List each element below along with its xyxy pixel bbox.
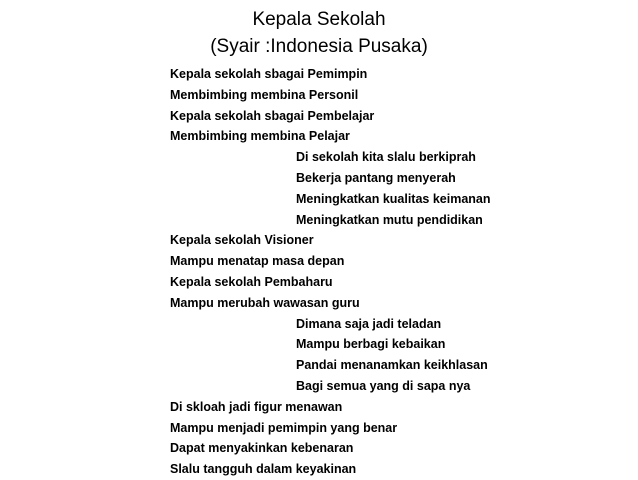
poem-line: Meningkatkan kualitas keimanan: [296, 191, 491, 206]
poem-line: Kepala sekolah sbagai Pembelajar: [170, 108, 375, 123]
poem-title: Kepala Sekolah: [252, 9, 386, 30]
poem-line: Mampu menjadi pemimpin yang benar: [170, 420, 398, 435]
poem-line: Kepala sekolah Pembaharu: [170, 274, 333, 289]
poem-line: Membimbing membina Pelajar: [170, 129, 350, 144]
poem-line: Di skloah jadi figur menawan: [170, 399, 343, 414]
poem-line: Pandai menanamkan keikhlasan: [296, 358, 488, 373]
poem-line: Dapat menyakinkan kebenaran: [170, 441, 354, 456]
poem-line: Mampu merubah wawasan guru: [170, 295, 360, 310]
poem-line: Kepala sekolah sbagai Pemimpin: [170, 67, 368, 81]
poem-line: Di sekolah kita slalu berkiprah: [296, 150, 476, 165]
poem-line: Mampu menatap masa depan: [170, 254, 345, 269]
poem-line: Kepala sekolah Visioner: [170, 233, 314, 248]
poem-line: Mampu berbagi kebaikan: [296, 337, 446, 352]
poem-line: Bekerja pantang menyerah: [296, 170, 456, 185]
poem-subtitle: (Syair :Indonesia Pusaka): [210, 36, 428, 57]
poem-line: Meningkatkan mutu pendidikan: [296, 212, 483, 227]
poem-line: Membimbing membina Personil: [170, 87, 359, 102]
poem-line: Slalu tangguh dalam keyakinan: [170, 462, 357, 477]
poem-line: Dimana saja jadi teladan: [296, 316, 442, 331]
poem-body: [170, 64, 630, 480]
poem-line: Bagi semua yang di sapa nya: [296, 378, 471, 393]
